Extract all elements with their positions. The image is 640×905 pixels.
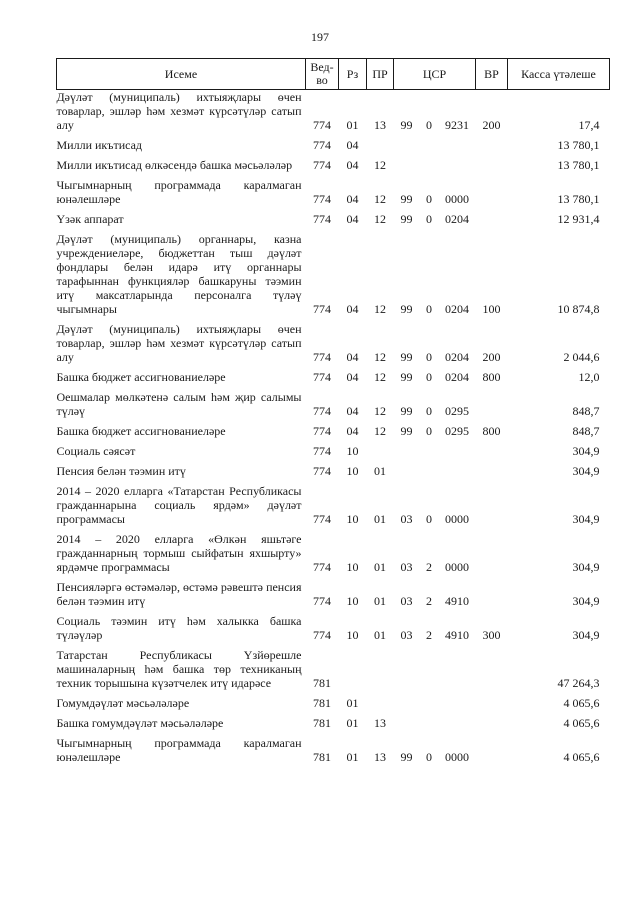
cell-ved: 774 — [313, 158, 331, 172]
cell-ved: 781 — [313, 696, 331, 710]
cell-sum: 304,9 — [572, 464, 600, 478]
cell-pr: 01 — [374, 628, 386, 642]
cell-csr1: 99 — [400, 350, 413, 364]
table-body — [57, 90, 610, 771]
cell-pr: 01 — [374, 594, 386, 608]
cell-csr2 — [420, 464, 439, 484]
header-pr: ПР — [367, 59, 394, 90]
cell-vr — [476, 484, 508, 532]
cell-ved: 781 — [313, 676, 331, 690]
cell-name: 2014 – 2020 елларга «Өлкән яшьтәге гражданнарның тормыш сыйфатын яхшырту» ярдәмче программасы — [56, 532, 302, 574]
cell-csr1 — [394, 444, 420, 464]
cell-ved: 774 — [313, 424, 331, 438]
table-row — [57, 614, 610, 648]
cell-sum: 10 874,8 — [557, 302, 600, 316]
cell-pr — [367, 444, 394, 464]
cell-rz: 10 — [346, 594, 359, 608]
cell-pr — [367, 696, 394, 716]
cell-pr: 12 — [374, 370, 386, 384]
cell-csr3 — [439, 464, 476, 484]
cell-vr — [476, 464, 508, 484]
cell-csr1: 99 — [400, 404, 413, 418]
table-row — [57, 424, 610, 444]
cell-csr1 — [394, 716, 420, 736]
cell-ved: 774 — [313, 560, 331, 574]
cell-pr — [367, 648, 394, 696]
cell-csr1: 03 — [400, 628, 413, 642]
page-number: 197 — [311, 30, 329, 44]
cell-name: Социаль тәэмин итү һәм халыкка башка түләүләр — [56, 614, 302, 642]
cell-csr3 — [439, 138, 476, 158]
cell-vr — [476, 648, 508, 696]
cell-csr3: 9231 — [445, 118, 469, 132]
cell-csr3: 4910 — [445, 628, 469, 642]
cell-csr1 — [394, 648, 420, 696]
cell-csr2 — [420, 648, 439, 696]
cell-ved: 774 — [313, 628, 331, 642]
cell-vr: 800 — [482, 370, 501, 384]
cell-ved: 774 — [313, 594, 331, 608]
cell-sum: 304,9 — [572, 560, 600, 574]
cell-ved: 774 — [313, 192, 331, 206]
cell-ved: 774 — [313, 464, 331, 478]
cell-name: Дәүләт (муниципаль) органнары, казна учреждениеләре, бюджеттан тыш дәүләт фондлары белән идарә итү органнары тарафыннан функцияләр башкаруны тәэмин итү максатларында персоналга түләү чыгымнары — [56, 232, 302, 316]
cell-vr — [476, 532, 508, 580]
table-row — [57, 484, 610, 532]
cell-csr2: 0 — [426, 212, 432, 226]
cell-csr2: 0 — [426, 192, 432, 206]
cell-pr: 12 — [374, 404, 386, 418]
cell-name: Чыгымнарның программада каралмаган юнәлешләре — [56, 178, 302, 206]
table-row — [57, 178, 610, 212]
table-header-row — [57, 59, 610, 90]
cell-ved: 774 — [313, 512, 331, 526]
cell-rz: 04 — [346, 424, 359, 438]
cell-pr: 01 — [374, 560, 386, 574]
cell-rz: 01 — [346, 750, 359, 764]
cell-csr3: 0295 — [445, 404, 469, 418]
cell-pr — [367, 138, 394, 158]
cell-csr3 — [439, 444, 476, 464]
cell-csr1: 99 — [400, 118, 413, 132]
cell-csr3: 0000 — [445, 192, 469, 206]
cell-rz: 04 — [346, 212, 359, 226]
cell-csr2: 0 — [426, 350, 432, 364]
cell-ved: 774 — [313, 370, 331, 384]
cell-csr1: 99 — [400, 424, 413, 438]
cell-name: Пенсияләргә өстәмәләр, өстәмә рәвештә пенсия белән тәэмин итү — [56, 580, 302, 608]
cell-csr3 — [439, 696, 476, 716]
cell-csr2: 2 — [426, 594, 432, 608]
header-rz: Рз — [339, 59, 367, 90]
cell-csr2: 2 — [426, 628, 432, 642]
cell-csr2 — [420, 444, 439, 464]
cell-csr1: 99 — [400, 192, 413, 206]
cell-name: Дәүләт (муниципаль) ихтыяҗлары өчен товарлар, эшләр һәм хезмәт күрсәтүләр сатып алу — [56, 322, 302, 364]
cell-vr: 200 — [482, 118, 501, 132]
cell-vr: 200 — [482, 350, 501, 364]
cell-name: Татарстан Республикасы Үзйөрешле машиналарның һәм башка төр техниканың техник торышына күзәтчелек итү идарәсе — [56, 648, 302, 690]
cell-csr1 — [394, 696, 420, 716]
cell-ved: 774 — [313, 138, 331, 152]
cell-sum: 12 931,4 — [557, 212, 600, 226]
cell-rz: 04 — [346, 192, 359, 206]
cell-csr2: 0 — [426, 404, 432, 418]
cell-vr — [476, 696, 508, 716]
cell-ved: 774 — [313, 118, 331, 132]
cell-pr: 12 — [374, 424, 386, 438]
cell-sum: 47 264,3 — [557, 676, 600, 690]
cell-csr2: 0 — [426, 302, 432, 316]
cell-csr2 — [420, 138, 439, 158]
cell-vr — [476, 178, 508, 212]
table-row — [57, 232, 610, 322]
cell-rz: 04 — [346, 370, 359, 384]
cell-vr: 100 — [482, 302, 501, 316]
cell-csr3 — [439, 158, 476, 178]
cell-csr3: 4910 — [445, 594, 469, 608]
cell-rz: 01 — [346, 696, 359, 710]
cell-csr1 — [394, 464, 420, 484]
cell-sum: 4 065,6 — [563, 696, 600, 710]
cell-ved: 774 — [313, 302, 331, 316]
table-row — [57, 716, 610, 736]
cell-csr3: 0204 — [445, 302, 469, 316]
cell-name: Дәүләт (муниципаль) ихтыяҗлары өчен товарлар, эшләр һәм хезмәт күрсәтүләр сатып алу — [56, 90, 302, 132]
table-row — [57, 212, 610, 232]
cell-csr1: 99 — [400, 212, 413, 226]
cell-csr1: 99 — [400, 370, 413, 384]
table-row — [57, 138, 610, 158]
table-row — [57, 370, 610, 390]
cell-ved: 774 — [313, 404, 331, 418]
cell-name: Үзәк аппарат — [56, 212, 124, 226]
cell-name: 2014 – 2020 елларга «Татарстан Республикасы гражданнарына социаль ярдәм» дәүләт программасы — [56, 484, 302, 526]
cell-sum: 848,7 — [572, 404, 600, 418]
cell-sum: 304,9 — [572, 594, 600, 608]
cell-name: Гомумдәүләт мәсьәләләре — [56, 696, 190, 710]
cell-ved: 781 — [313, 750, 331, 764]
cell-sum: 2 044,6 — [563, 350, 600, 364]
cell-sum: 13 780,1 — [557, 192, 600, 206]
cell-name: Башка гомумдәүләт мәсьәләләре — [56, 716, 224, 730]
cell-pr: 12 — [374, 158, 386, 172]
cell-vr: 800 — [482, 424, 501, 438]
cell-ved: 774 — [313, 350, 331, 364]
cell-vr — [476, 580, 508, 614]
cell-csr1 — [394, 158, 420, 178]
cell-vr — [476, 212, 508, 232]
cell-csr1: 03 — [400, 560, 413, 574]
cell-csr3: 0000 — [445, 750, 469, 764]
cell-sum: 304,9 — [572, 628, 600, 642]
cell-rz — [339, 648, 367, 696]
cell-name: Пенсия белән тәэмин итү — [56, 464, 186, 478]
cell-pr: 12 — [374, 212, 386, 226]
cell-ved: 774 — [313, 444, 331, 458]
table-row — [57, 390, 610, 424]
cell-csr3 — [439, 716, 476, 736]
cell-csr1: 03 — [400, 594, 413, 608]
cell-sum: 13 780,1 — [557, 138, 600, 152]
cell-csr2 — [420, 158, 439, 178]
cell-ved: 774 — [313, 212, 331, 226]
header-csr: ЦСР — [394, 59, 476, 90]
cell-vr — [476, 138, 508, 158]
cell-name: Оешмалар мөлкәтенә салым һәм җир салымы түләү — [56, 390, 302, 418]
cell-pr: 01 — [374, 512, 386, 526]
cell-pr: 12 — [374, 192, 386, 206]
cell-rz: 10 — [346, 464, 359, 478]
cell-csr3: 0000 — [445, 560, 469, 574]
cell-vr — [476, 716, 508, 736]
cell-pr: 01 — [374, 464, 386, 478]
cell-csr1: 99 — [400, 750, 413, 764]
cell-name: Милли икътисад өлкәсендә башка мәсьәләләр — [56, 158, 293, 172]
cell-csr2: 0 — [426, 424, 432, 438]
cell-name: Башка бюджет ассигнованиеләре — [56, 370, 226, 384]
table-row — [57, 736, 610, 770]
cell-pr: 12 — [374, 302, 386, 316]
cell-rz: 04 — [346, 138, 359, 152]
cell-name: Башка бюджет ассигнованиеләре — [56, 424, 226, 438]
cell-csr1: 03 — [400, 512, 413, 526]
table-row — [57, 648, 610, 696]
cell-sum: 12,0 — [578, 370, 600, 384]
cell-csr2: 0 — [426, 118, 432, 132]
cell-sum: 13 780,1 — [557, 158, 600, 172]
cell-rz: 10 — [346, 628, 359, 642]
cell-vr — [476, 736, 508, 770]
cell-ved: 781 — [313, 716, 331, 730]
cell-rz: 04 — [346, 404, 359, 418]
cell-name: Милли икътисад — [56, 138, 143, 152]
cell-sum: 4 065,6 — [563, 750, 600, 764]
cell-vr — [476, 158, 508, 178]
cell-rz: 10 — [346, 560, 359, 574]
cell-sum: 304,9 — [572, 512, 600, 526]
cell-rz: 01 — [346, 118, 359, 132]
cell-sum: 848,7 — [572, 424, 600, 438]
table-row — [57, 444, 610, 464]
cell-vr — [476, 444, 508, 464]
cell-rz: 04 — [346, 158, 359, 172]
cell-pr: 13 — [374, 118, 386, 132]
header-sum: Касса үтәлеше — [508, 59, 610, 90]
cell-sum: 4 065,6 — [563, 716, 600, 730]
cell-vr — [476, 390, 508, 424]
header-name: Исеме — [57, 59, 306, 90]
cell-csr3: 0000 — [445, 512, 469, 526]
table-row — [57, 90, 610, 139]
cell-csr3: 0204 — [445, 370, 469, 384]
cell-sum: 17,4 — [578, 118, 600, 132]
cell-rz: 01 — [346, 716, 359, 730]
cell-rz: 04 — [346, 302, 359, 316]
table-row — [57, 464, 610, 484]
cell-name: Социаль сәясәт — [56, 444, 136, 458]
table-row — [57, 580, 610, 614]
cell-rz: 04 — [346, 350, 359, 364]
cell-csr2 — [420, 716, 439, 736]
cell-csr2: 2 — [426, 560, 432, 574]
cell-csr2 — [420, 696, 439, 716]
cell-sum: 304,9 — [572, 444, 600, 458]
cell-csr3: 0204 — [445, 212, 469, 226]
cell-csr1: 99 — [400, 302, 413, 316]
cell-csr3 — [439, 648, 476, 696]
cell-csr3: 0204 — [445, 350, 469, 364]
table-row — [57, 158, 610, 178]
table-row — [57, 322, 610, 370]
budget-table — [56, 58, 610, 770]
cell-pr: 13 — [374, 750, 386, 764]
header-vr: ВР — [476, 59, 508, 90]
cell-csr3: 0295 — [445, 424, 469, 438]
cell-rz: 10 — [346, 512, 359, 526]
cell-name: Чыгымнарның программада каралмаган юнәлешләре — [56, 736, 302, 764]
cell-csr2: 0 — [426, 750, 432, 764]
cell-rz: 10 — [346, 444, 359, 458]
cell-pr: 12 — [374, 350, 386, 364]
header-ved: Вед-во — [306, 59, 339, 90]
table-row — [57, 532, 610, 580]
cell-csr2: 0 — [426, 370, 432, 384]
cell-vr: 300 — [482, 628, 501, 642]
table-row — [57, 696, 610, 716]
cell-pr: 13 — [374, 716, 386, 730]
cell-csr1 — [394, 138, 420, 158]
cell-csr2: 0 — [426, 512, 432, 526]
